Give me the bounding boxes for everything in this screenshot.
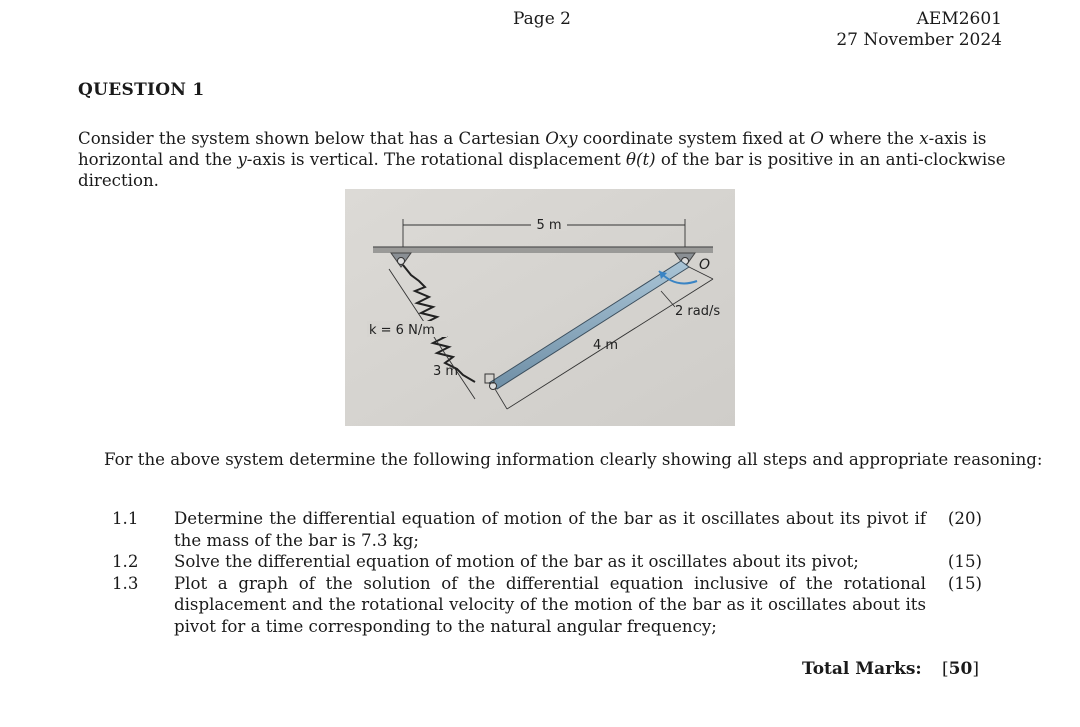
header-right bbox=[836, 9, 1002, 51]
item-marks: (20) bbox=[947, 509, 982, 528]
intro-text-1: Consider the system shown below that has a Cartesian bbox=[78, 129, 546, 148]
item-row bbox=[112, 551, 982, 573]
total-marks-label: Total Marks: bbox=[802, 659, 922, 679]
intro-theta: θ(t) bbox=[626, 150, 656, 169]
total-marks-value bbox=[942, 659, 979, 679]
page-number: Page 2 bbox=[513, 9, 571, 29]
item-number: 1.1 bbox=[112, 509, 139, 528]
ceiling bbox=[373, 247, 713, 253]
question-title: QUESTION 1 bbox=[78, 80, 205, 100]
question-items bbox=[112, 508, 982, 637]
intro-text-5: -axis is vertical. The rotational displacement bbox=[246, 150, 627, 169]
intro-text-6: of the bar is positive in an anti-clockwise direction. bbox=[78, 150, 1006, 190]
label-5m: 5 m bbox=[536, 218, 562, 233]
prompt-text: For the above system determine the following information clearly showing all steps and appropriate reasoning: bbox=[104, 450, 1043, 469]
item-number: 1.2 bbox=[112, 552, 139, 571]
intro-o: O bbox=[810, 129, 824, 148]
label-spring-constant: k = 6 N/m bbox=[369, 323, 435, 338]
item-number: 1.3 bbox=[112, 573, 139, 593]
item-marks: (15) bbox=[947, 573, 982, 593]
item-text: Determine the differential equation of motion of the bar as it oscillates about its pivot if the mass of the bar is 7.3 kg; bbox=[174, 509, 926, 550]
item-row bbox=[112, 508, 982, 551]
total-number: 50 bbox=[948, 659, 973, 679]
bracket-close: ] bbox=[972, 659, 979, 679]
intro-text-4: -axis is horizontal and the bbox=[78, 129, 987, 169]
label-3m: 3 m bbox=[433, 364, 459, 379]
intro-paragraph bbox=[78, 128, 1008, 191]
item-marks: (15) bbox=[947, 552, 982, 571]
course-code: AEM2601 bbox=[916, 9, 1002, 29]
label-omega: 2 rad/s bbox=[675, 304, 721, 319]
intro-x: x bbox=[919, 129, 929, 148]
label-O: O bbox=[699, 257, 711, 273]
intro-text-3: where the bbox=[823, 129, 920, 148]
intro-oxy: Oxy bbox=[545, 129, 578, 148]
label-4m: 4 m bbox=[593, 338, 619, 353]
bracket-open: [ bbox=[942, 659, 949, 679]
system-figure bbox=[345, 189, 735, 426]
item-text: Solve the differential equation of motion of the bar as it oscillates about its pivot; bbox=[174, 552, 859, 571]
intro-y: y bbox=[237, 150, 247, 169]
item-row bbox=[112, 573, 982, 638]
intro-text-2: coordinate system fixed at bbox=[577, 129, 811, 148]
item-text: Plot a graph of the solution of the differential equation inclusive of the rotational displacement and the rotational velocity of the motion of the bar as it oscillates about its pivot for a time corresponding to the natural angular frequency; bbox=[174, 573, 926, 636]
exam-date: 27 November 2024 bbox=[836, 30, 1002, 50]
